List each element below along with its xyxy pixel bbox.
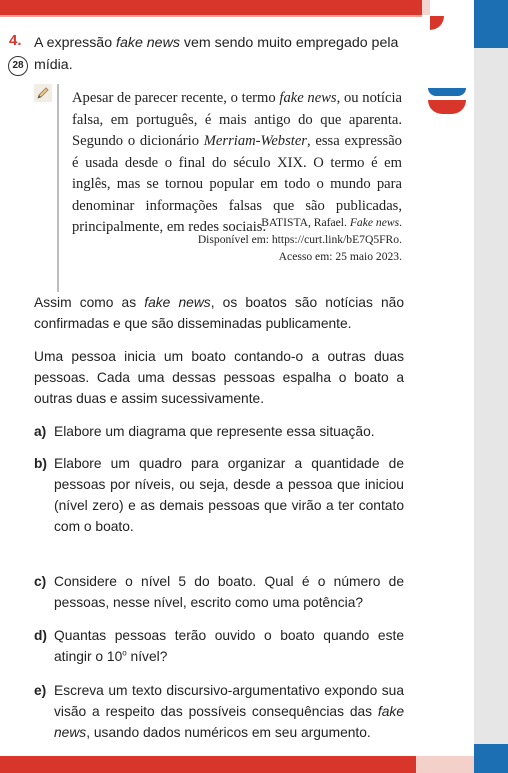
top-rule xyxy=(0,15,422,17)
question-prompt-a: A expressão xyxy=(34,35,117,51)
item-e-letter: e) xyxy=(34,683,47,698)
citation xyxy=(62,214,402,265)
item-a xyxy=(34,421,404,442)
question-number: 4. xyxy=(9,32,22,49)
item-d-text-b: nível? xyxy=(126,649,168,664)
side-blue-bottom xyxy=(474,744,508,773)
item-d xyxy=(34,625,404,667)
citation-available: Disponível em: https://curt.link/bE7Q5FRo. xyxy=(197,233,402,246)
item-d-letter: d) xyxy=(34,628,48,643)
quote-bar xyxy=(57,84,59,292)
item-b-letter: b) xyxy=(34,456,48,471)
item-b xyxy=(34,453,404,537)
flag-blue-decoration xyxy=(428,88,466,96)
citation-title: Fake news xyxy=(349,216,400,229)
item-d-text-a: Quantas pessoas terão ouvido o boato quando este atingir o 10 xyxy=(54,628,404,664)
side-blue-top xyxy=(474,0,508,48)
item-e xyxy=(34,680,404,743)
item-a-letter: a) xyxy=(34,424,47,439)
item-e-text xyxy=(54,680,404,743)
flag-red-decoration xyxy=(428,100,466,114)
corner-tab xyxy=(430,16,444,30)
item-c xyxy=(34,571,404,613)
paragraph-rumors xyxy=(34,292,404,334)
quote-part2: , ou notícia falsa, em português, é mais antigo do que aparenta. Segundo o dicionário xyxy=(72,90,402,149)
item-c-text: Considere o nível 5 do boato. Qual é o número de pessoas, nesse nível, escrito como uma potência? xyxy=(54,574,404,610)
citation-author-line xyxy=(62,214,402,231)
side-margin xyxy=(474,0,508,773)
citation-access: Acesso em: 25 maio 2023. xyxy=(278,250,402,263)
pencil-icon xyxy=(34,84,52,102)
para1-a: Assim como as xyxy=(34,295,145,310)
item-a-text: Elabore um diagrama que represente essa situação. xyxy=(54,424,375,439)
question-prompt-b: vem sendo muito empregado pela mídia. xyxy=(34,35,399,73)
citation-title-end: . xyxy=(399,216,402,229)
paragraph-scenario: Uma pessoa inicia um boato contando-o a outras duas pessoas. Cada uma dessas pessoas espalha o boato a outras duas e assim sucessivamente. xyxy=(34,349,404,406)
top-band-light xyxy=(422,0,430,15)
bottom-band-light xyxy=(416,756,474,773)
item-b-text: Elabore um quadro para organizar a quantidade de pessoas por níveis, ou seja, desde a pessoa que iniciou (nível zero) e as demais pessoas que virão a ter contato com o boato. xyxy=(54,456,404,534)
item-e-fake: fake news xyxy=(54,704,404,740)
item-d-text xyxy=(54,625,404,667)
quote-dictionary: Merriam-Webster xyxy=(203,133,307,149)
quote-part3: , essa expressão é usada desde o final do século XIX. O termo é em inglês, mas se tornou popular em todo o mundo para denominar informações falsas que são publicadas, principalmente, em redes sociais. xyxy=(72,133,402,235)
question-prompt xyxy=(34,32,414,76)
competency-badge: 28 xyxy=(8,56,28,76)
citation-author: BATISTA, Rafael. xyxy=(261,216,350,229)
quote-fake: fake news xyxy=(279,90,337,106)
question-prompt-fake: fake news xyxy=(116,35,180,51)
para1-b: , os boatos são notícias não confirmadas e que são disseminadas publicamente. xyxy=(34,295,404,331)
item-e-text-b: , usando dados numéricos em seu argumento. xyxy=(86,725,371,740)
top-red-band xyxy=(0,0,422,15)
quote-part1: Apesar de parecer recente, o termo xyxy=(72,90,280,106)
item-c-letter: c) xyxy=(34,574,47,589)
item-d-ordinal: o xyxy=(122,648,127,658)
item-e-text-a: Escreva um texto discursivo-argumentativo expondo sua visão a respeito das possíveis consequências das xyxy=(54,683,404,719)
para1-fake: fake news xyxy=(144,295,211,310)
bottom-red-band xyxy=(0,756,416,773)
